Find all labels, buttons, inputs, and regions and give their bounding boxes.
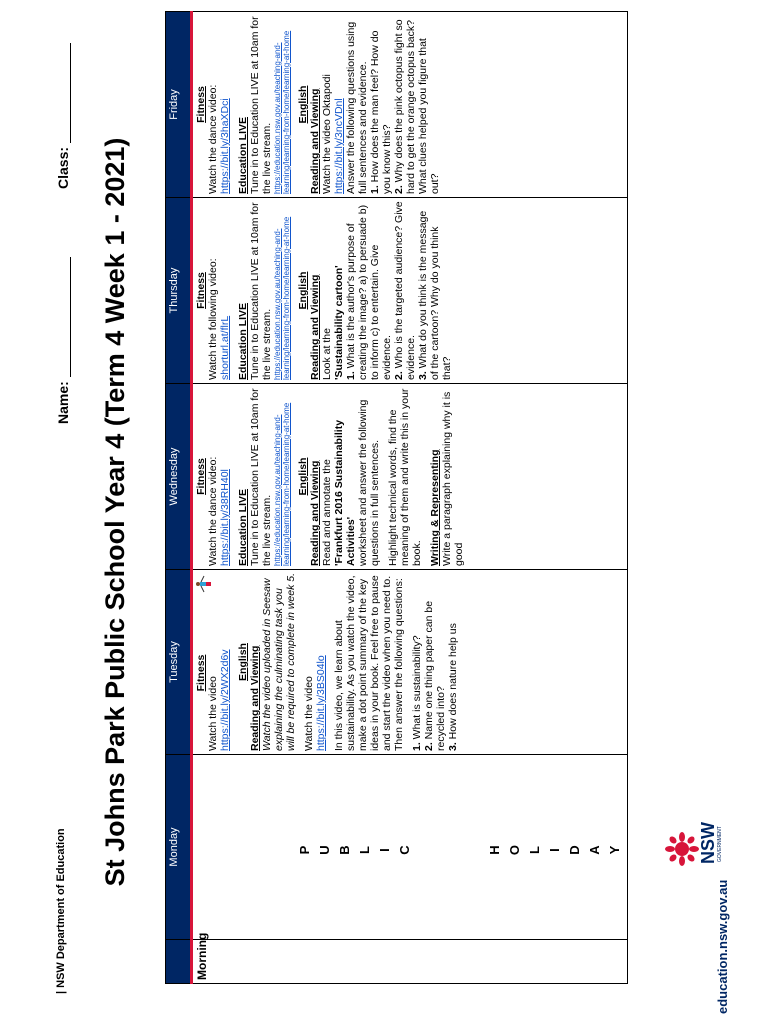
- tue-watch-text: Watch the video: [207, 676, 219, 751]
- table-header-row: [166, 12, 192, 984]
- fri-video-link[interactable]: https://bit.ly/3haXDci: [219, 98, 231, 194]
- tue-question-3: 3. How does nature help us: [447, 623, 459, 751]
- thu-question-3: 3. What do you think is the message of the cartoon? Why do you think that?: [417, 210, 453, 380]
- exercise-figure-icon: [195, 573, 213, 595]
- page-title: St Johns Park Public School Year 4 (Term 4 Week 1 - 2021): [100, 137, 130, 887]
- wed-edu-live-text: Tune in to Education LIVE at 10am for the live stream.: [249, 388, 273, 566]
- tuesday-cell: [192, 570, 628, 755]
- tue-fitness-heading: Fitness: [195, 654, 207, 692]
- tue-paragraph: In this video, we learn about sustainability. As you watch the video, make a dot point summary of the key ideas in your book. Feel free to pause and start the video when you need to. Then answer the following questions:: [333, 575, 405, 751]
- fri-video-link-2[interactable]: https://bit.ly/3ncVDnl: [333, 98, 345, 194]
- wed-fitness-heading: Fitness: [195, 458, 207, 495]
- wed-worksheet-title: 'Frankfurt 2016 Sustainability Activities': [333, 419, 357, 566]
- waratah-flower-icon: [665, 832, 699, 866]
- fri-reading-heading: Reading and Viewing: [309, 88, 321, 194]
- fri-edu-live-heading: Education LIVE: [237, 116, 249, 194]
- fri-watch-video-text: Watch the video Oktapodi: [321, 74, 333, 194]
- wed-reading-heading: Reading and Viewing: [309, 460, 321, 566]
- thu-question-2: 2. Who is the targeted audience? Give evidence.: [393, 201, 417, 380]
- day-header: Wednesday: [166, 384, 192, 570]
- tue-english-heading: English: [237, 643, 249, 681]
- thu-fitness-heading: Fitness: [195, 272, 207, 309]
- thu-video-link[interactable]: shorturl.at/flrL: [219, 315, 231, 380]
- tue-video-link-1[interactable]: https://bit.ly/2WX2d6v: [219, 649, 231, 751]
- name-field[interactable]: [55, 257, 71, 424]
- name-line: [70, 257, 71, 377]
- tue-video-link-2[interactable]: https://bit.ly/3BS04lo: [315, 655, 327, 751]
- day-header: Tuesday: [166, 570, 192, 755]
- tue-question-2: 2. Name one thing paper can be recycled into?: [423, 600, 447, 751]
- fri-english-heading: English: [297, 85, 309, 124]
- header-corner: [166, 940, 192, 984]
- class-field[interactable]: [55, 43, 71, 189]
- nsw-wordmark: NSW: [698, 822, 718, 864]
- class-line: [70, 43, 71, 143]
- fri-answer-text: Answer the following questions using full sentences and evidence.: [345, 21, 369, 194]
- tue-question-1: 1. What is sustainability?: [411, 635, 423, 751]
- monday-cell: [192, 755, 628, 940]
- day-header: Friday: [166, 12, 192, 198]
- wed-edu-live-heading: Education LIVE: [237, 488, 249, 566]
- tue-italic-instructions: Watch the video uploaded in Seesaw explaining the culminating task you will be required to complete in week 5.: [261, 572, 297, 751]
- fri-question-2: 2. Why does the pink octopus fight so hard to get the orange octopus back? What clues helped you figure that out?: [393, 19, 441, 194]
- wednesday-cell: [192, 384, 628, 570]
- row-label-morning: Morning: [192, 940, 628, 984]
- thu-edu-live-heading: Education LIVE: [237, 302, 249, 380]
- thu-reading-heading: Reading and Viewing: [309, 274, 321, 380]
- public-label: P U B L I C: [297, 839, 412, 855]
- nsw-logo: [665, 784, 745, 1014]
- thursday-cell: [192, 198, 628, 384]
- thu-edu-live-link[interactable]: https://education.nsw.gov.au/teaching-and-learning/learning-from-home/learning-at-home: [273, 216, 291, 380]
- wed-worksheet-text: worksheet and answer the following questions in full sentences.: [357, 399, 381, 566]
- thu-edu-live-text: Tune in to Education LIVE at 10am for the live stream.: [249, 202, 273, 380]
- fri-watch-text: Watch the dance video:: [207, 84, 219, 194]
- day-header: Thursday: [166, 198, 192, 384]
- fri-fitness-heading: Fitness: [195, 86, 207, 123]
- wed-highlight-text: Highlight technical words, find the meaning of them and write this in your book.: [387, 388, 423, 566]
- wed-watch-text: Watch the dance video:: [207, 456, 219, 566]
- wed-edu-live-link[interactable]: https://education.nsw.gov.au/teaching-and-learning/learning-from-home/learning-at-home: [273, 402, 291, 566]
- thu-question-1: 1. What is the author's purpose of creating the image? a) to persuade b) to inform c) to entertain. Give evidence.: [345, 204, 393, 380]
- fri-edu-live-text: Tune in to Education LIVE at 10am for the live stream.: [249, 16, 273, 194]
- wed-english-heading: English: [297, 457, 309, 496]
- fri-question-1: 1. How does the man feel? How do you know this?: [369, 30, 393, 194]
- day-header: Monday: [166, 755, 192, 940]
- name-label: Name:: [55, 381, 71, 424]
- tue-watch-text-2: Watch the video: [303, 676, 315, 751]
- website-url[interactable]: education.nsw.gov.au: [715, 879, 730, 1014]
- table-row: [192, 12, 628, 984]
- thu-watch-text: Watch the following video:: [207, 258, 219, 380]
- thu-english-heading: English: [297, 271, 309, 310]
- wed-writing-heading: Writing & Representing: [429, 449, 441, 566]
- tue-reading-heading: Reading and Viewing: [249, 645, 261, 751]
- friday-cell: [192, 12, 628, 198]
- fri-edu-live-link[interactable]: https://education.nsw.gov.au/teaching-and-learning/learning-from-home/learning-at-home: [273, 30, 291, 194]
- wed-write-text: Write a paragraph explaining why it is good: [441, 391, 465, 566]
- thu-look-text: Look at the: [321, 328, 333, 380]
- wed-video-link[interactable]: https://bit.ly/38RH40l: [219, 469, 231, 566]
- thu-cartoon-title: 'Sustainability cartoon': [333, 265, 345, 380]
- class-label: Class:: [55, 146, 71, 189]
- wed-read-text: Read and annotate the: [321, 459, 333, 566]
- holiday-label: H O L I D A Y: [487, 838, 622, 856]
- government-label: GOVERNMENT: [717, 826, 723, 862]
- department-label: | NSW Department of Education: [55, 828, 67, 994]
- timetable: [165, 11, 628, 984]
